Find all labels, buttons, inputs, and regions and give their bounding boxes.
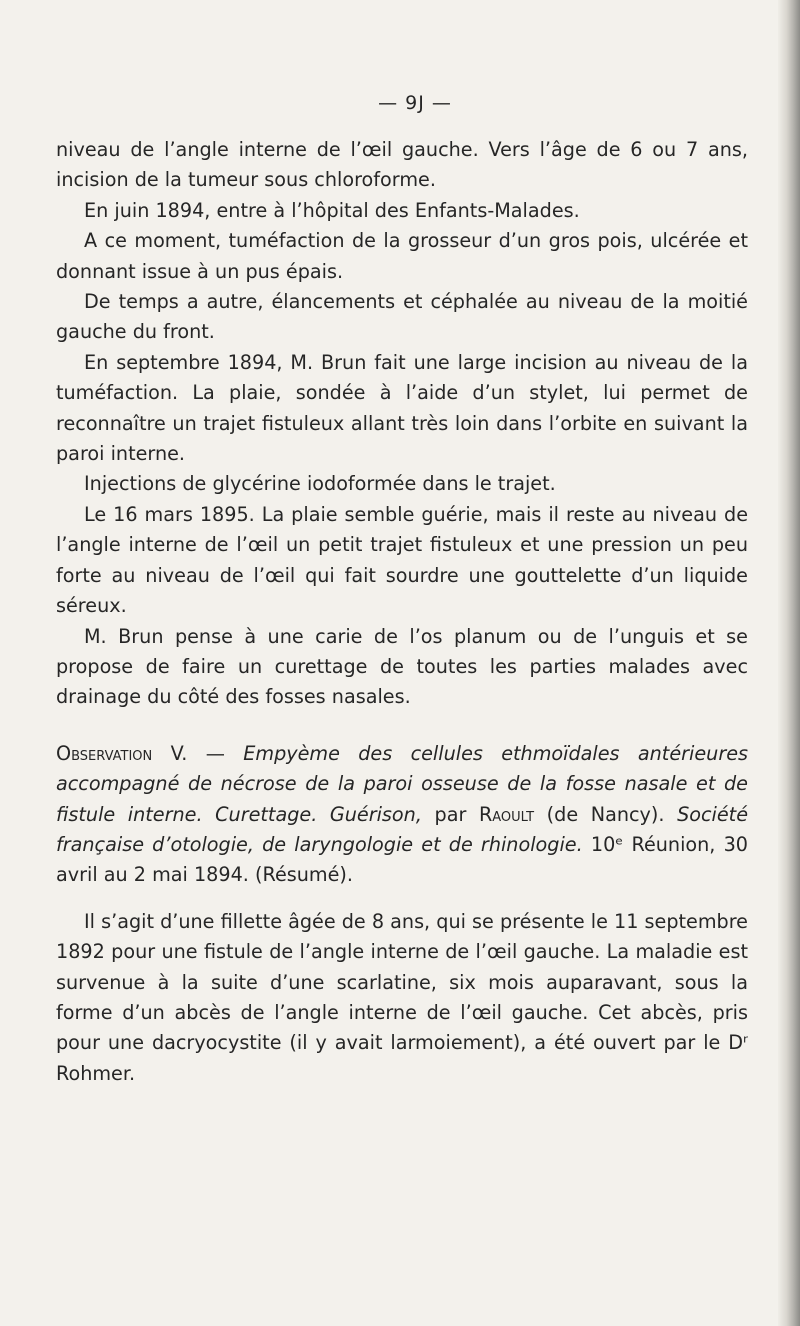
observation-label: Observation V. [56, 741, 188, 765]
page-body [56, 135, 748, 1089]
paragraph-continued: niveau de l’angle interne de l’œil gauche. Vers l’âge de 6 ou 7 ans, incision de la tumeur sous chloroforme. [56, 138, 748, 192]
paragraph: A ce moment, tuméfaction de la grosseur d’un gros pois, ulcérée et donnant issue à un pus épais. [56, 229, 748, 283]
observation-title: Empyème des cellules ethmoïdales antérieures accompagné de nécrose de la paroi osseuse de la fosse nasale et de fistule interne. Curettage. Guérison, [56, 741, 749, 826]
observation-meeting: 10ᵉ Réunion, 30 avril au 2 mai 1894. (Résumé). [56, 832, 748, 887]
paragraph: En juin 1894, entre à l’hôpital des Enfants-Malades. [84, 198, 580, 222]
case-paragraph: Il s’agit d’une fillette âgée de 8 ans, qui se présente le 11 septembre 1892 pour une fistule de l’angle interne de l’œil gauche. La maladie est survenue à la suite d’une scarlatine, six mois auparavant, sous la forme d’un abcès de l’angle interne de l’œil gauche. Cet abcès, pris pour une dacryocystite (il y avait larmoiement), a été ouvert par le Dʳ Rohmer. [56, 909, 748, 1085]
paragraph: M. Brun pense à une carie de l’os planum ou de l’unguis et se propose de faire un curettage de toutes les parties malades avec drainage du côté des fosses nasales. [56, 624, 748, 709]
page-number: — 9J — [378, 92, 452, 114]
observation-society: Société française d’otologie, de laryngologie et de rhinologie. [56, 802, 748, 856]
observation-author: Raoult [478, 802, 535, 826]
page-edge-shadow [778, 0, 800, 1326]
observation-by: par [421, 802, 479, 826]
observation-heading [56, 739, 748, 891]
paragraph: En septembre 1894, M. Brun fait une large incision au niveau de la tuméfaction. La plaie, sondée à l’aide d’un stylet, lui permet de reconnaître un trajet fistuleux allant très loin dans l’orbite en suivant la paroi interne. [56, 350, 748, 466]
paragraph: Injections de glycérine iodoformée dans le trajet. [84, 472, 556, 496]
observation-author-place: (de Nancy). [534, 802, 678, 826]
paragraph: Le 16 mars 1895. La plaie semble guérie, mais il reste au niveau de l’angle interne de l’œil un petit trajet fistuleux et une pression un peu forte au niveau de l’œil qui fait sourdre une gouttelette d’un liquide séreux. [56, 502, 748, 618]
observation-dash: — [187, 741, 244, 765]
paragraph: De temps a autre, élancements et céphalée au niveau de la moitié gauche du front. [56, 290, 748, 344]
